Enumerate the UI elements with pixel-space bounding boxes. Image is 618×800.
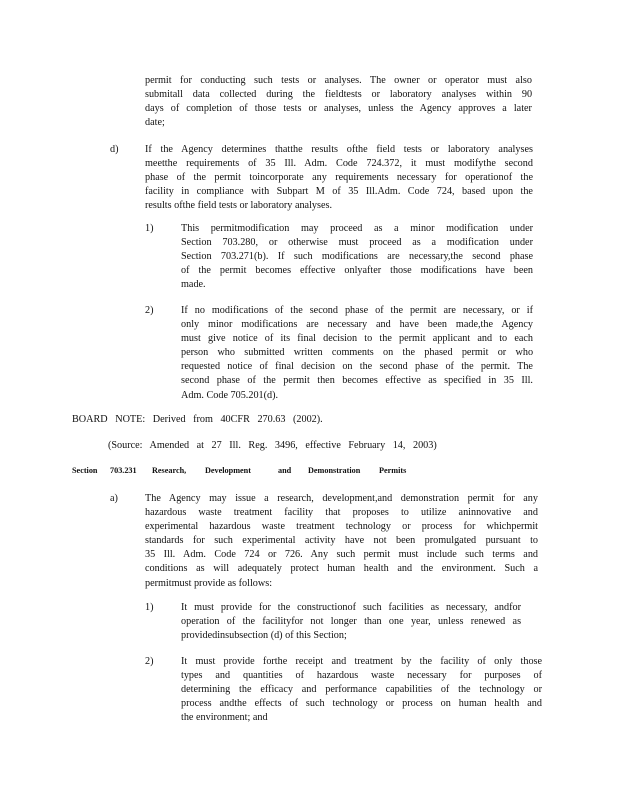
section-title-word: Demonstration: [308, 466, 361, 475]
continuation-paragraph: [145, 74, 532, 130]
text-line: This permitmodification may proceed as a minor modification under: [181, 223, 533, 234]
item-d2-paragraph: [181, 304, 533, 403]
item-a1-label: 1): [145, 602, 154, 613]
section-title-word: and: [278, 466, 292, 475]
text-line: If no modifications of the second phase of the permit are necessary, or if: [181, 305, 534, 316]
text-line: standards for such experimental activity have not been promulgated pursuant to: [145, 535, 539, 547]
text-line: Section 703.271(b). If such modifications are necessary,the second phase: [181, 251, 534, 263]
section-word: Section: [72, 466, 98, 475]
text-line: determining the efficacy and performance capabilities of the technology or: [181, 684, 542, 696]
item-d1-label: 1): [145, 223, 154, 234]
text-line: It must provide forthe receipt and treatment by the facility of only those: [181, 656, 543, 667]
text-line: hazardous waste treatment facility that proposes to utilize aninnovative and: [145, 507, 538, 519]
item-a2-paragraph: [181, 655, 542, 725]
text-line: second phase of the permit then becomes effective as specified in 35 Ill.: [181, 375, 533, 387]
item-d1-paragraph: [181, 222, 533, 292]
text-line: of the permit becomes effective onlyafter those modifications have been: [181, 265, 533, 277]
text-line: process andthe effects of such technology or process on human health and: [181, 698, 542, 710]
section-number: 703.231: [110, 466, 137, 475]
section-title-word: Research,: [152, 466, 187, 475]
text-line: must give notice of its final decision to the permit applicant and to each: [181, 333, 533, 345]
item-a-label: a): [110, 493, 118, 504]
text-line: conditions as will adequately protect human health and the environment. Such a: [145, 563, 539, 575]
text-line: person who submitted written comments on the phased permit or who: [181, 347, 534, 359]
text-line: days of completion of those tests or analyses, unless the Agency approves a later: [145, 103, 532, 115]
text-line: providedinsubsection (d) of this Section;: [181, 630, 347, 642]
text-line: results ofthe field tests or laboratory analyses.: [145, 200, 333, 212]
section-title-word: Development: [205, 466, 251, 475]
text-line: It must provide for the constructionof such facilities as necessary, andfor: [181, 602, 521, 613]
text-line: made.: [181, 279, 206, 291]
text-line: permitmust provide as follows:: [145, 577, 273, 589]
text-line: The Agency may issue a research, development,and demonstration permit for any: [145, 493, 538, 504]
text-line: operation of the facilityfor not longer than one year, unless renewed as: [181, 616, 522, 628]
text-line: date;: [145, 117, 165, 129]
item-d-label: d): [110, 144, 119, 155]
text-line: phase of the permit toincorporate any requirements necessary for operationof the: [145, 172, 533, 184]
item-a2-label: 2): [145, 656, 154, 667]
item-d-paragraph: [145, 143, 533, 213]
item-d2-label: 2): [145, 305, 154, 316]
text-line: submitall data collected during the fieldtests or laboratory analyses within 90: [145, 89, 533, 101]
text-line: only minor modifications are necessary and have been made,the Agency: [181, 319, 534, 331]
text-line: types and quantities of hazardous waste necessary for purposes of: [181, 670, 542, 682]
text-line: facility in compliance with Subpart M of 35 Ill.Adm. Code 724, based upon the: [145, 186, 533, 198]
text-line: Adm. Code 705.201(d).: [181, 389, 279, 401]
text-line: Section 703.280, or otherwise must proceed as a modification under: [181, 237, 533, 249]
text-line: meetthe requirements of 35 Ill. Adm. Code 724.372, it must modifythe second: [145, 158, 533, 170]
item-a1-paragraph: [181, 601, 521, 643]
text-line: requested notice of final decision on the second phase of the permit. The: [181, 361, 533, 373]
text-line: If the Agency determines thatthe results ofthe field tests or laboratory analyses: [145, 144, 533, 155]
text-line: permit for conducting such tests or analyses. The owner or operator must also: [145, 75, 532, 86]
text-line: the environment; and: [181, 712, 268, 724]
source-note: (Source: Amended at 27 Ill. Reg. 3496, effective February 14, 2003): [108, 440, 437, 451]
text-line: 35 Ill. Adm. Code 724 or 726. Any such permit must include such terms and: [145, 549, 539, 561]
item-a-paragraph: [145, 492, 538, 591]
section-title-word: Permits: [379, 466, 407, 475]
text-line: experimental hazardous waste treatment technology or process for whichpermit: [145, 521, 538, 533]
board-note: BOARD NOTE: Derived from 40CFR 270.63 (2002).: [72, 414, 323, 425]
